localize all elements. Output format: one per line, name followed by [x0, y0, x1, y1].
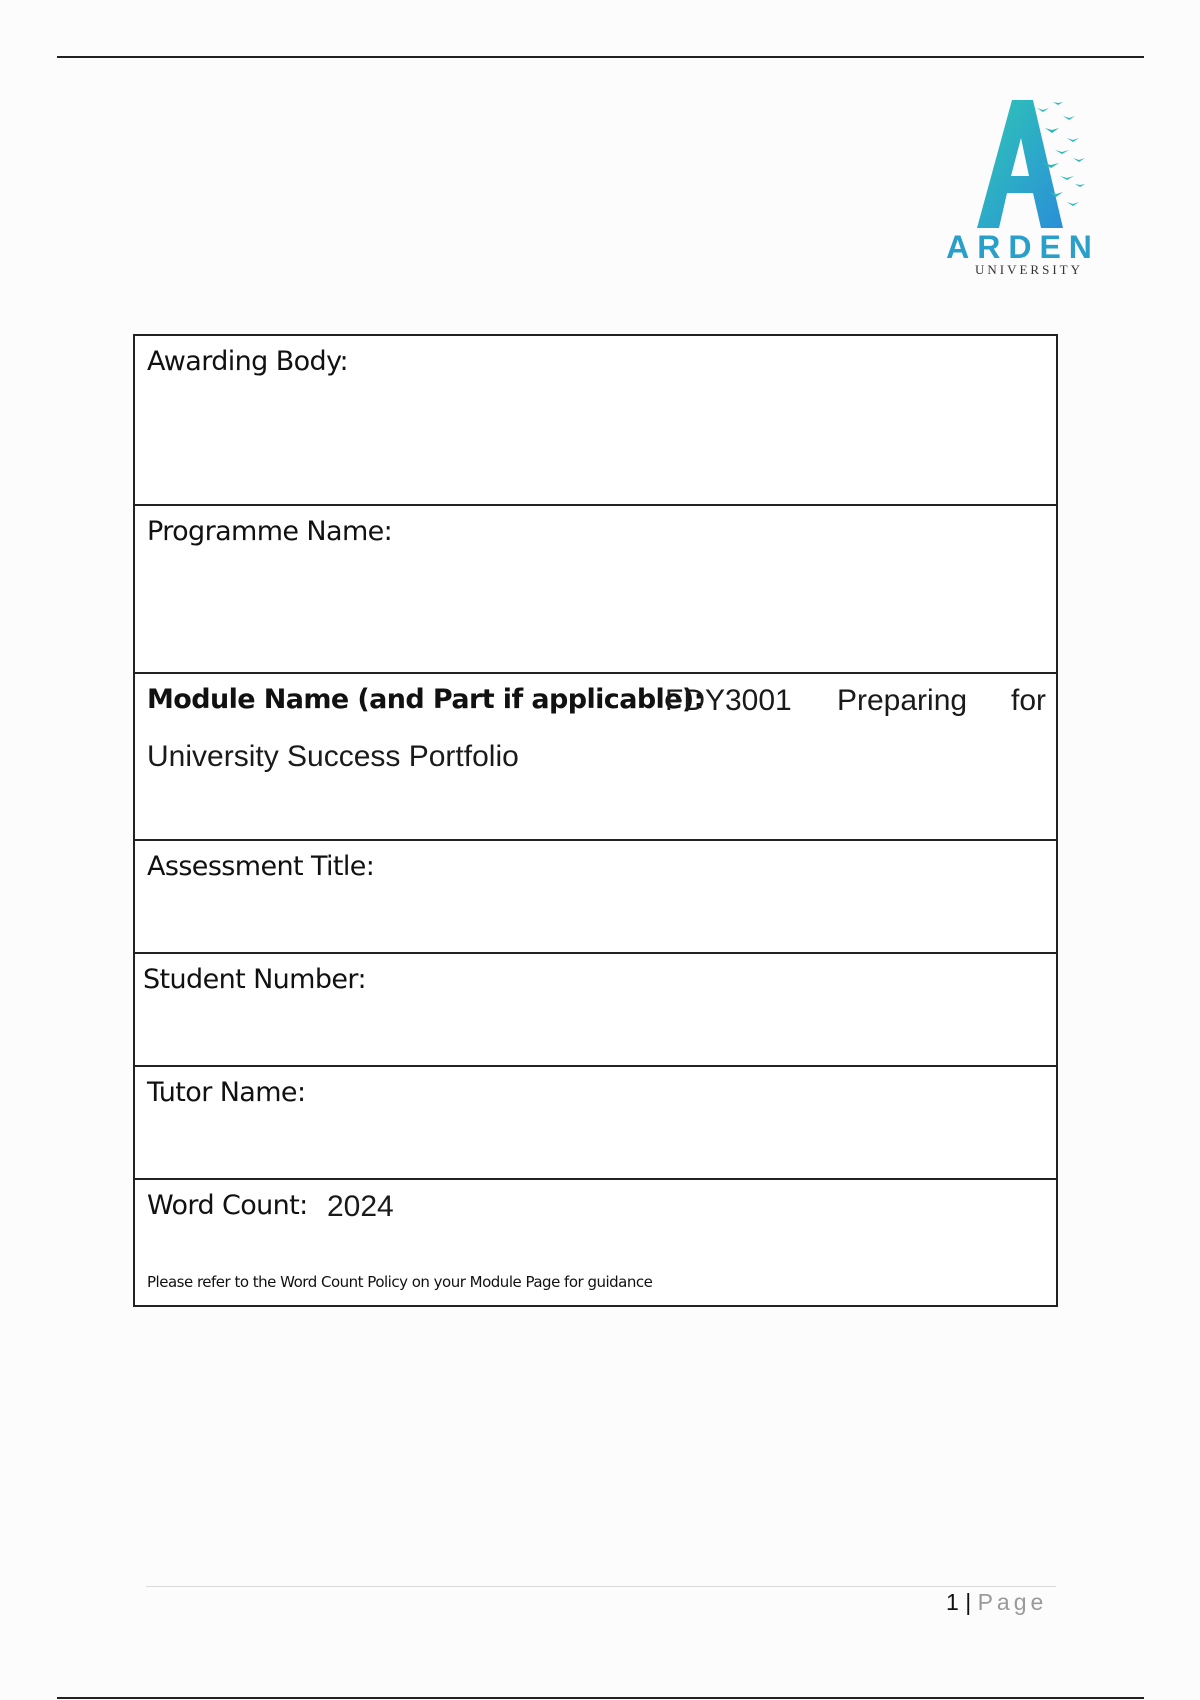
page-footer — [946, 1589, 1047, 1616]
assessment-title-label: Assessment Title: — [147, 851, 375, 882]
page-word: Page — [977, 1589, 1048, 1615]
logo-wordmark: ARDEN — [946, 229, 1100, 265]
tutor-name-label: Tutor Name: — [147, 1077, 306, 1108]
arden-university-logo — [945, 88, 1105, 278]
module-name-value-line2: University Success Portfolio — [147, 740, 519, 773]
module-word-preparing: Preparing — [837, 684, 968, 717]
student-number-label: Student Number: — [143, 964, 366, 995]
word-count-label: Word Count: — [147, 1190, 308, 1221]
assessment-cover-form — [133, 334, 1058, 1307]
module-code-value: FDY3001 — [665, 684, 792, 717]
programme-name-label: Programme Name: — [147, 516, 393, 547]
module-word-for: for — [1011, 684, 1047, 717]
logo-subtitle: UNIVERSITY — [975, 262, 1083, 277]
awarding-body-row — [135, 336, 1056, 506]
word-count-value: 2024 — [327, 1190, 394, 1223]
word-count-row — [135, 1180, 1056, 1309]
bottom-rule — [57, 1697, 1144, 1699]
page-number: 1 — [946, 1589, 959, 1615]
footer-divider — [146, 1586, 1056, 1587]
word-count-note: Please refer to the Word Count Policy on your Module Page for guidance — [147, 1273, 653, 1291]
arden-logo-icon — [945, 88, 1105, 278]
assessment-title-row — [135, 841, 1056, 954]
module-name-label: Module Name (and Part if applicable): — [147, 684, 704, 715]
programme-name-row — [135, 506, 1056, 674]
awarding-body-label: Awarding Body: — [147, 346, 348, 377]
student-number-row — [135, 954, 1056, 1067]
page-separator: | — [965, 1589, 972, 1615]
tutor-name-row — [135, 1067, 1056, 1180]
top-rule — [57, 56, 1144, 58]
module-name-row — [135, 674, 1056, 841]
